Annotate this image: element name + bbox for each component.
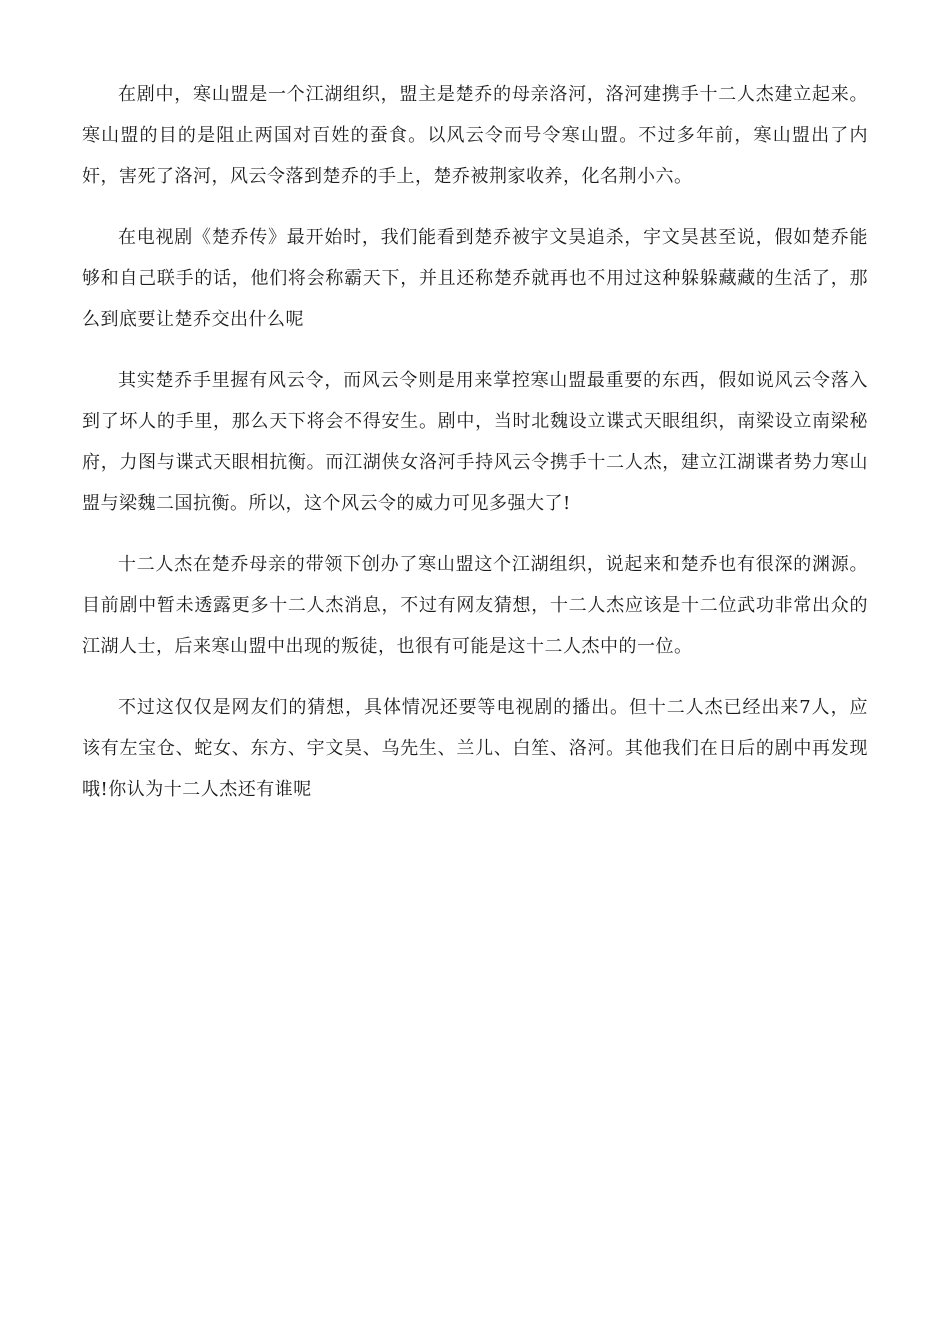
paragraph-2: 在电视剧《楚乔传》最开始时，我们能看到楚乔被宇文昊追杀，宇文昊甚至说，假如楚乔能够和自己联手的话，他们将会称霸天下，并且还称楚乔就再也不用过这种躲躲藏藏的生活了，那么到底要让楚乔交出什么呢 bbox=[82, 227, 868, 330]
paragraph-3: 其实楚乔手里握有风云令，而风云令则是用来掌控寒山盟最重要的东西，假如说风云令落入到了坏人的手里，那么天下将会不得安生。剧中，当时北魏设立谍式天眼组织，南梁设立南梁秘府，力图与谍式天眼相抗衡。而江湖侠女洛河手持风云令携手十二人杰，建立江湖谍者势力寒山盟与梁魏二国抗衡。所以，这个风云令的威力可见多强大了! bbox=[82, 370, 868, 514]
paragraph-1: 在剧中，寒山盟是一个江湖组织，盟主是楚乔的母亲洛河，洛河建携手十二人杰建立起来。寒山盟的目的是阻止两国对百姓的蚕食。以风云令而号令寒山盟。不过多年前，寒山盟出了内奸，害死了洛河，风云令落到楚乔的手上，楚乔被荆家收养，化名荆小六。 bbox=[82, 84, 868, 187]
article-body bbox=[82, 74, 868, 830]
paragraph-5: 不过这仅仅是网友们的猜想，具体情况还要等电视剧的播出。但十二人杰已经出来7人，应该有左宝仓、蛇女、东方、宇文昊、乌先生、兰儿、白笙、洛河。其他我们在日后的剧中再发现哦!你认为十二人杰还有谁呢 bbox=[82, 697, 868, 800]
paragraph-4: 十二人杰在楚乔母亲的带领下创办了寒山盟这个江湖组织，说起来和楚乔也有很深的渊源。目前剧中暂未透露更多十二人杰消息，不过有网友猜想，十二人杰应该是十二位武功非常出众的江湖人士，后来寒山盟中出现的叛徒，也很有可能是这十二人杰中的一位。 bbox=[82, 554, 868, 657]
